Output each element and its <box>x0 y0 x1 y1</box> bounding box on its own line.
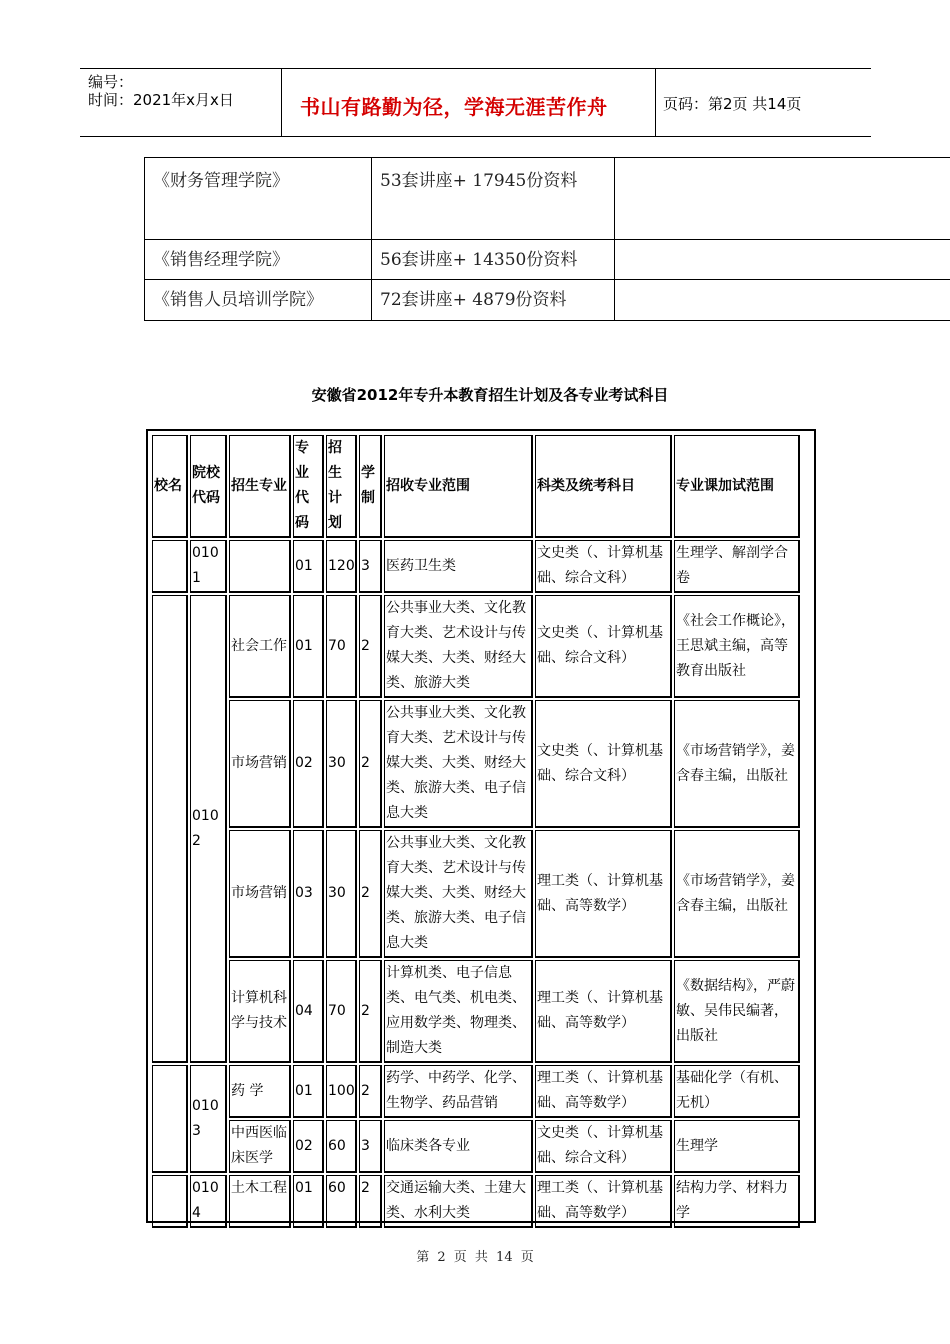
quota-cell: 120 <box>326 540 357 593</box>
exam-subjects-cell: 理工类（、计算机基础、高等数学） <box>535 960 672 1063</box>
exam-subjects-cell: 理工类（、计算机基础、高等数学） <box>535 1065 672 1118</box>
exam-subjects-cell: 文史类（、计算机基础、综合文科） <box>535 700 672 828</box>
duration-cell: 3 <box>359 1120 382 1173</box>
eligible-majors-cell: 公共事业大类、文化教育大类、艺术设计与传媒大类、大类、财经大类、旅游大类 <box>384 595 533 698</box>
resource-table <box>144 157 950 321</box>
table-row <box>152 700 800 828</box>
table-row <box>152 830 800 958</box>
header-motto: 书山有路勤为径，学海无涯苦作舟 <box>300 95 608 119</box>
duration-cell: 2 <box>359 1065 382 1118</box>
quota-cell: 60 <box>326 1175 357 1228</box>
quota-cell: 60 <box>326 1120 357 1173</box>
school-name-cell <box>152 1065 188 1173</box>
column-header: 专业代码 <box>293 435 324 538</box>
table-row <box>152 1175 800 1228</box>
table-row <box>152 595 800 698</box>
column-header: 学制 <box>359 435 382 538</box>
eligible-majors-cell: 药学、中药学、化学、生物学、药品营销 <box>384 1065 533 1118</box>
school-name-cell <box>152 595 188 1063</box>
major-code-cell: 01 <box>293 595 324 698</box>
page-indicator: 页码：第2页 共14页 <box>663 95 802 113</box>
extra-exam-cell: 结构力学、材料力学 <box>674 1175 800 1228</box>
exam-subjects-cell: 理工类（、计算机基础、高等数学） <box>535 1175 672 1228</box>
extra-exam-cell: 《数据结构》，严蔚敏、吴伟民编著，出版社 <box>674 960 800 1063</box>
column-header: 招生计划 <box>326 435 357 538</box>
school-name-cell <box>152 540 188 593</box>
admissions-table-frame <box>146 429 816 1223</box>
table-row <box>152 1120 800 1173</box>
resource-count: 56套讲座+ 14350份资料 <box>372 240 615 280</box>
header-divider-2 <box>655 68 656 136</box>
header-bottom-rule <box>80 136 871 137</box>
school-name-cell <box>152 1175 188 1228</box>
school-code-cell: 0103 <box>190 1065 227 1173</box>
quota-cell: 100 <box>326 1065 357 1118</box>
column-header: 招收专业范围 <box>384 435 533 538</box>
school-code-cell: 0102 <box>190 595 227 1063</box>
major-code-cell: 01 <box>293 1065 324 1118</box>
table-row <box>145 158 950 240</box>
eligible-majors-cell: 公共事业大类、文化教育大类、艺术设计与传媒大类、大类、财经大类、旅游大类、电子信息大类 <box>384 830 533 958</box>
exam-subjects-cell: 文史类（、计算机基础、综合文科） <box>535 595 672 698</box>
duration-cell: 2 <box>359 595 382 698</box>
table-header-row <box>152 435 800 538</box>
major-code-cell: 01 <box>293 540 324 593</box>
major-cell: 社会工作 <box>229 595 291 698</box>
eligible-majors-cell: 临床类各专业 <box>384 1120 533 1173</box>
quota-cell: 30 <box>326 700 357 828</box>
resource-note <box>615 280 950 321</box>
major-code-cell: 03 <box>293 830 324 958</box>
extra-exam-cell: 生理学、解剖学合卷 <box>674 540 800 593</box>
duration-cell: 2 <box>359 1175 382 1228</box>
document-time-label: 时间：2021年x月x日 <box>88 91 234 109</box>
table-row <box>152 960 800 1063</box>
column-header: 专业课加试范围 <box>674 435 800 538</box>
header-top-rule <box>80 68 871 69</box>
header-divider-1 <box>281 68 282 136</box>
quota-cell: 30 <box>326 830 357 958</box>
exam-subjects-cell: 理工类（、计算机基础、高等数学） <box>535 830 672 958</box>
major-code-cell: 04 <box>293 960 324 1063</box>
extra-exam-cell: 基础化学（有机、无机） <box>674 1065 800 1118</box>
major-code-cell: 02 <box>293 700 324 828</box>
major-cell: 市场营销 <box>229 830 291 958</box>
admissions-table <box>150 433 802 1230</box>
page-footer: 第 2 页 共 14 页 <box>416 1250 534 1265</box>
eligible-majors-cell: 计算机类、电子信息类、电气类、机电类、应用数学类、物理类、制造大类 <box>384 960 533 1063</box>
table-row <box>145 240 950 280</box>
column-header: 校名 <box>152 435 188 538</box>
column-header: 院校代码 <box>190 435 227 538</box>
resource-count: 72套讲座+ 4879份资料 <box>372 280 615 321</box>
duration-cell: 2 <box>359 700 382 828</box>
major-cell <box>229 540 291 593</box>
resource-note <box>615 240 950 280</box>
quota-cell: 70 <box>326 595 357 698</box>
major-cell: 市场营销 <box>229 700 291 828</box>
table-row <box>145 280 950 321</box>
exam-subjects-cell: 文史类（、计算机基础、综合文科） <box>535 1120 672 1173</box>
school-code-cell: 0104 <box>190 1175 227 1228</box>
resource-name: 《销售人员培训学院》 <box>145 280 372 321</box>
major-cell: 土木工程 <box>229 1175 291 1228</box>
eligible-majors-cell: 公共事业大类、文化教育大类、艺术设计与传媒大类、大类、财经大类、旅游大类、电子信息大类 <box>384 700 533 828</box>
quota-cell: 70 <box>326 960 357 1063</box>
resource-count: 53套讲座+ 17945份资料 <box>372 158 615 240</box>
extra-exam-cell: 《社会工作概论》，王思斌主编，高等教育出版社 <box>674 595 800 698</box>
page-title: 安徽省2012年专升本教育招生计划及各专业考试科目 <box>311 386 669 404</box>
major-cell: 中西医临床医学 <box>229 1120 291 1173</box>
resource-name: 《财务管理学院》 <box>145 158 372 240</box>
resource-name: 《销售经理学院》 <box>145 240 372 280</box>
document-number-label: 编号： <box>88 73 134 91</box>
duration-cell: 2 <box>359 960 382 1063</box>
exam-subjects-cell: 文史类（、计算机基础、综合文科） <box>535 540 672 593</box>
major-code-cell: 01 <box>293 1175 324 1228</box>
major-code-cell: 02 <box>293 1120 324 1173</box>
eligible-majors-cell: 医药卫生类 <box>384 540 533 593</box>
column-header: 招生专业 <box>229 435 291 538</box>
resource-note <box>615 158 950 240</box>
duration-cell: 2 <box>359 830 382 958</box>
extra-exam-cell: 《市场营销学》，姜含春主编，出版社 <box>674 700 800 828</box>
column-header: 科类及统考科目 <box>535 435 672 538</box>
school-code-cell: 0101 <box>190 540 227 593</box>
table-row <box>152 540 800 593</box>
table-row <box>152 1065 800 1118</box>
major-cell: 计算机科学与技术 <box>229 960 291 1063</box>
duration-cell: 3 <box>359 540 382 593</box>
eligible-majors-cell: 交通运输大类、土建大类、水利大类 <box>384 1175 533 1228</box>
major-cell: 药 学 <box>229 1065 291 1118</box>
extra-exam-cell: 《市场营销学》，姜含春主编，出版社 <box>674 830 800 958</box>
extra-exam-cell: 生理学 <box>674 1120 800 1173</box>
